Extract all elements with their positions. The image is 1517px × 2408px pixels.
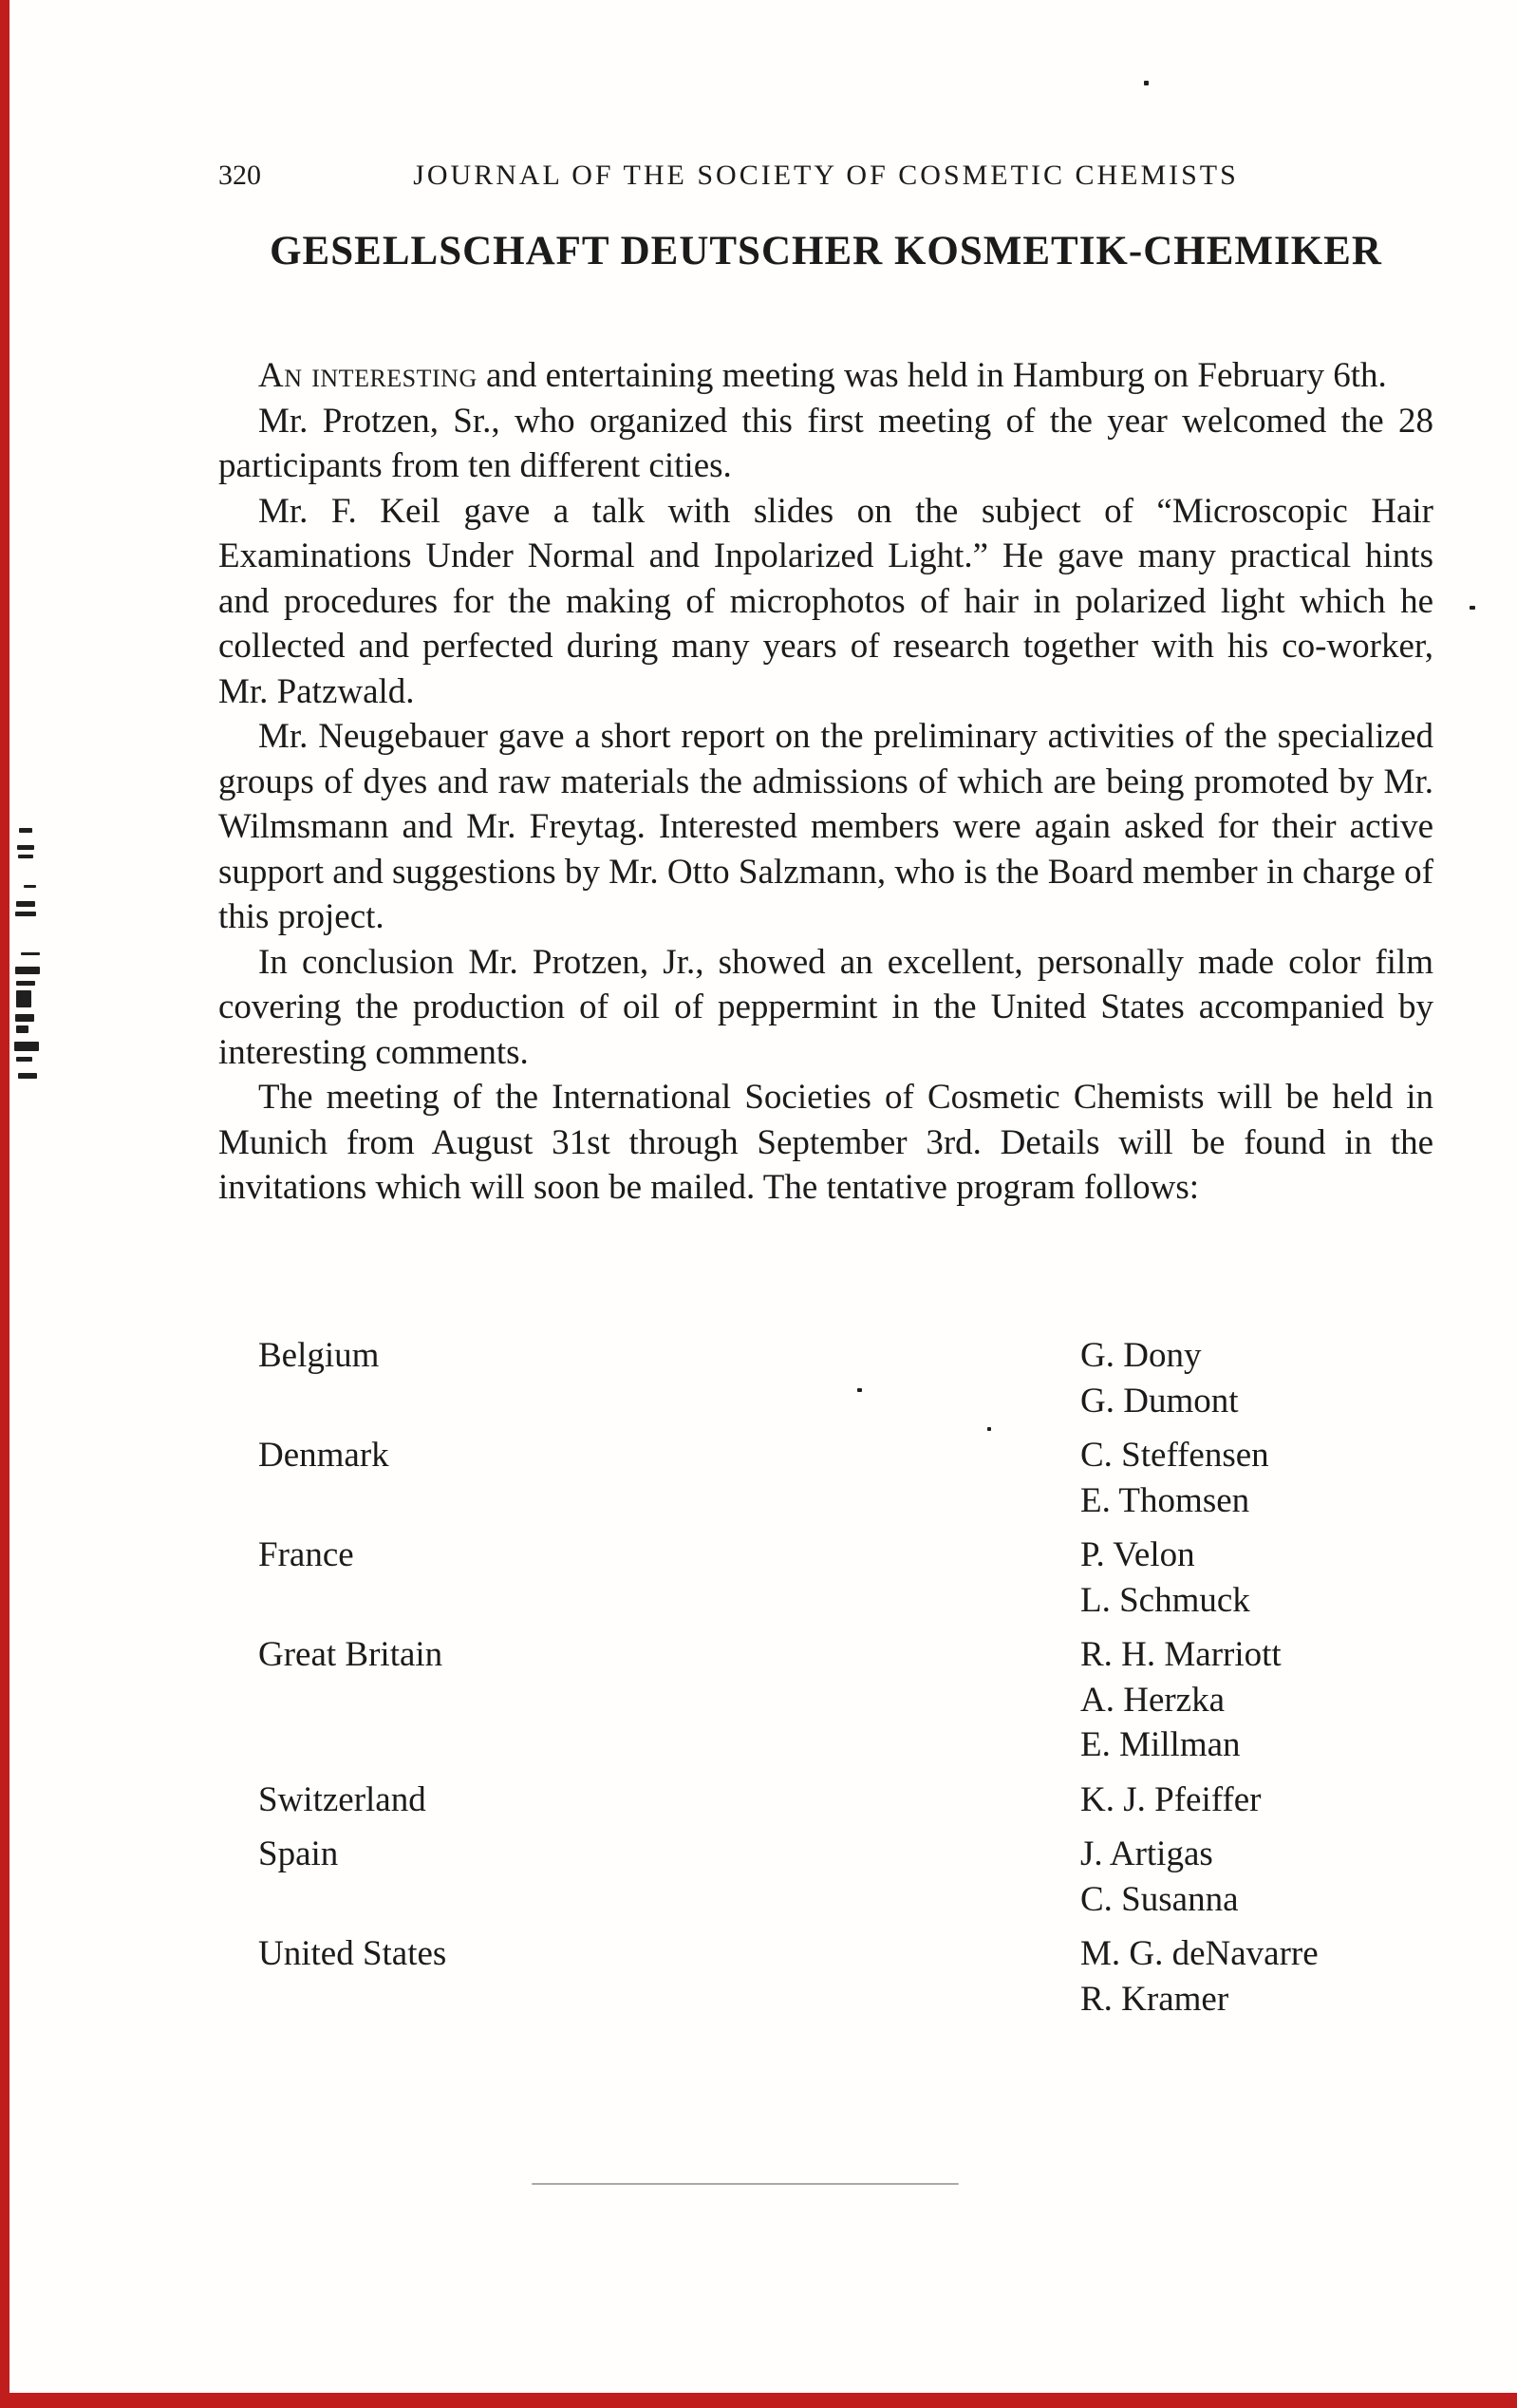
scan-mark-artifact xyxy=(16,990,31,1007)
delegate-name: C. Susanna xyxy=(1080,1879,1239,1919)
delegate-country: United States xyxy=(258,1934,447,1973)
delegate-name: R. Kramer xyxy=(1080,1979,1229,2019)
delegate-names xyxy=(1080,1333,1433,1423)
delegate-name: M. G. deNavarre xyxy=(1080,1934,1319,1973)
scan-mark-artifact xyxy=(15,1014,34,1022)
paragraph: Mr. F. Keil gave a talk with slides on the subject of “Microscopic Hair Examinations Under Normal and Inpolarized Light.” He gave many practical hints and procedures for the making of microphotos of hair in polarized light which he collected and perfected during many years of research together with his co-worker, Mr. Patzwald. xyxy=(218,491,1433,711)
delegate-names xyxy=(1080,1433,1433,1523)
scan-mark-artifact xyxy=(14,1042,39,1051)
delegate-name: A. Herzka xyxy=(1080,1680,1226,1720)
red-stripe-bottom xyxy=(0,2393,1517,2408)
scan-mark-artifact xyxy=(857,1388,862,1392)
delegate-name: P. Velon xyxy=(1080,1535,1195,1574)
delegate-list xyxy=(218,1333,1433,2022)
paragraph: Mr. Protzen, Sr., who organized this first meeting of the year welcomed the 28 participants from ten different cities. xyxy=(218,401,1433,485)
delegate-name: J. Artigas xyxy=(1080,1834,1213,1873)
scan-mark-artifact xyxy=(21,952,40,955)
delegate-name: G. Dumont xyxy=(1080,1381,1239,1420)
delegate-group xyxy=(218,1433,1433,1523)
article-body xyxy=(218,353,1433,1211)
delegate-group xyxy=(218,1832,1433,1922)
delegate-names xyxy=(1080,1632,1433,1768)
delegate-country: France xyxy=(258,1535,354,1574)
running-head: JOURNAL OF THE SOCIETY OF COSMETIC CHEMISTS xyxy=(413,160,1239,191)
paragraph: An interesting and entertaining meeting was held in Hamburg on February 6th. xyxy=(258,356,1387,395)
scan-mark-artifact xyxy=(16,1025,28,1033)
delegate-names xyxy=(1080,1931,1433,2022)
delegate-name: C. Steffensen xyxy=(1080,1436,1269,1475)
delegate-name: L. Schmuck xyxy=(1080,1580,1250,1620)
delegate-group xyxy=(218,1333,1433,1423)
scan-mark-artifact xyxy=(18,855,33,858)
delegate-name: R. H. Marriott xyxy=(1080,1635,1282,1674)
scan-mark-artifact xyxy=(1144,81,1149,85)
scan-line-artifact xyxy=(532,2183,959,2185)
scan-mark-artifact xyxy=(17,845,34,850)
delegate-group xyxy=(218,1533,1433,1623)
delegate-name: E. Millman xyxy=(1080,1725,1241,1764)
delegate-country: Switzerland xyxy=(258,1779,426,1819)
delegate-group xyxy=(218,1778,1433,1823)
delegate-names xyxy=(1080,1778,1433,1823)
scan-mark-artifact xyxy=(19,828,32,833)
scan-mark-artifact xyxy=(15,912,36,916)
scan-mark-artifact xyxy=(1470,606,1475,610)
delegate-country: Spain xyxy=(258,1834,339,1873)
scan-mark-artifact xyxy=(18,1073,37,1079)
paragraph: In conclusion Mr. Protzen, Jr., showed an excellent, personally made color film covering the production of oil of peppermint in the United States accompanied by interesting comments. xyxy=(218,942,1433,1072)
scan-mark-artifact xyxy=(16,981,35,986)
delegate-name: G. Dony xyxy=(1080,1336,1202,1375)
paragraph: Mr. Neugebauer gave a short report on the preliminary activities of the specialized groups of dyes and raw materials the admissions of which are being promoted by Mr. Wilmsmann and Mr. Freytag. Interested members were again asked for their active support and suggestions by Mr. Otto Salzmann, who is the Board member in charge of this project. xyxy=(218,717,1433,936)
delegate-group xyxy=(218,1632,1433,1768)
delegate-country: Denmark xyxy=(258,1436,389,1475)
red-stripe-left xyxy=(0,0,9,2408)
delegate-name: K. J. Pfeiffer xyxy=(1080,1779,1262,1819)
delegate-group xyxy=(218,1931,1433,2022)
scan-mark-artifact xyxy=(16,1057,32,1062)
delegate-country: Great Britain xyxy=(258,1635,443,1674)
scan-mark-artifact xyxy=(16,901,35,907)
paragraph: The meeting of the International Societies of Cosmetic Chemists will be held in Munich from August 31st through September 3rd. Details will be found in the invitations which will soon be mailed. The tentative program follows: xyxy=(218,1078,1433,1207)
scan-mark-artifact xyxy=(987,1427,991,1431)
delegate-country: Belgium xyxy=(258,1336,380,1375)
scan-mark-artifact xyxy=(15,967,40,974)
delegate-name: E. Thomsen xyxy=(1080,1480,1250,1520)
page-number: 320 xyxy=(218,160,261,191)
delegate-names xyxy=(1080,1832,1433,1922)
scan-mark-artifact xyxy=(24,885,36,888)
article-title: GESELLSCHAFT DEUTSCHER KOSMETIK-CHEMIKER xyxy=(270,229,1382,273)
small-caps-lead: An interesting xyxy=(258,356,478,395)
delegate-names xyxy=(1080,1533,1433,1623)
